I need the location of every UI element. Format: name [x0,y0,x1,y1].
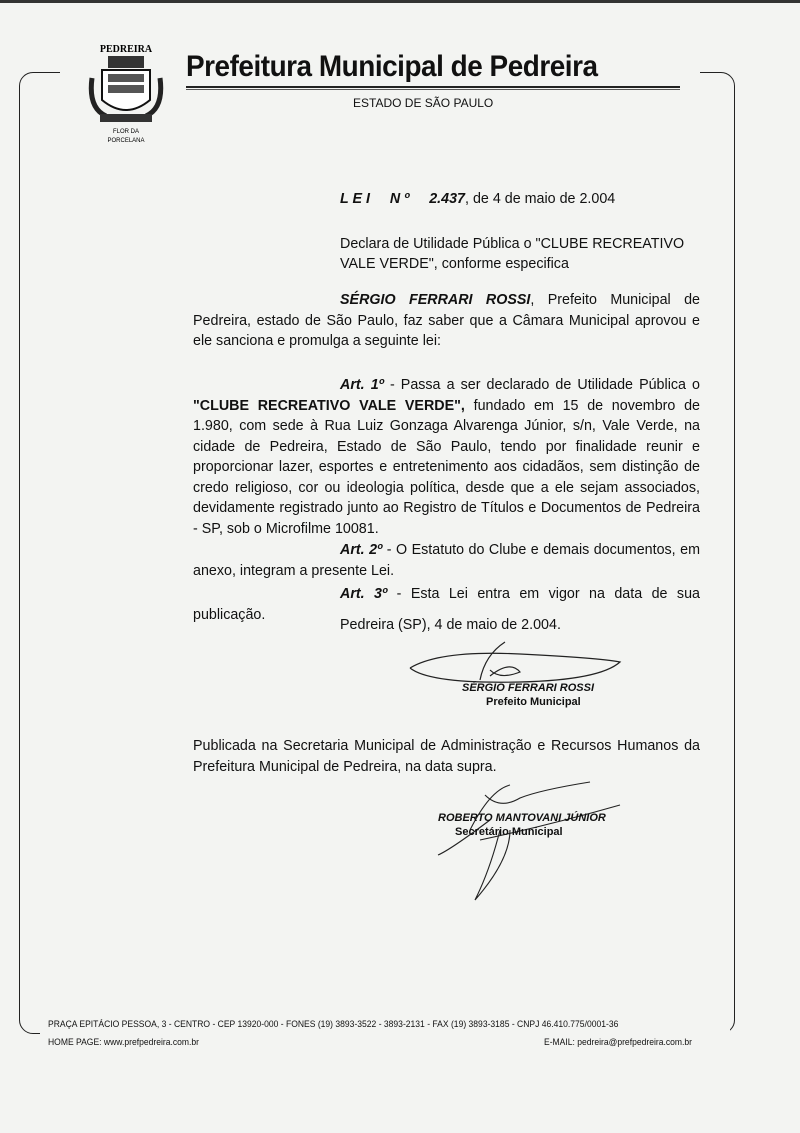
law-number: 2.437 [429,191,465,207]
article-text: fundado em 15 de novembro de 1.980, com sede à Rua Luiz Gonzaga Alvarenga Júnior, s/n, Vale Verde, na cidade de Pedreira, Estado de São Paulo, tendo por finalidade reunir e proporcionar lazer, esportes e entretenimento aos cidadãos, sem distinção de credo religioso, cor ou ideologia política, desde que a ele sejam associados, devidamente registrado junto ao Registro de Títulos e Documentos de Pedreira - SP, sob o Microfilme 10081. [193,397,700,537]
mayor-name: SÉRGIO FERRARI ROSSI [340,292,531,308]
footer-homepage: HOME PAGE: www.prefpedreira.com.br [48,1037,199,1047]
law-date: , de 4 de maio de 2.004 [465,191,616,207]
footer-address: PRAÇA EPITÁCIO PESSOA, 3 - CENTRO - CEP 13920-000 - FONES (19) 3893-3522 - 3893-2131 - FAX (19) 3893-3185 - CNPJ 46.410.775/0001-36 [48,1019,619,1029]
svg-text:PORCELANA: PORCELANA [107,138,145,144]
preamble-text: , Prefeito Municipal de Pedreira, estado de São Paulo, faz saber que a Câmara Municipal aprovou e ele sanciona e promulga a seguinte lei: [193,292,700,349]
letterhead-subtitle: ESTADO DE SÃO PAULO [353,96,494,110]
secretary-signature [430,770,630,910]
municipal-seal-logo [86,38,166,148]
article-text: - Esta Lei entra em vigor na data de sua publicação. [193,586,700,623]
law-ementa: Declara de Utilidade Pública o "CLUBE RECREATIVO VALE VERDE", conforme especifica [340,236,685,272]
article-label: Art. 3º [340,586,388,602]
letterhead-title: Prefeitura Municipal de Pedreira [186,50,598,83]
scan-edge [0,0,800,3]
svg-text:PEDREIRA: PEDREIRA [99,44,153,55]
club-name: "CLUBE RECREATIVO VALE VERDE", [193,397,465,414]
signatory-name: ROBERTO MANTOVANI JÚNIOR [438,812,606,824]
place-date: Pedreira (SP), 4 de maio de 2.004. [340,617,561,633]
article-label: Art. 1º [340,377,384,393]
article-text: - O Estatuto do Clube e demais documentos, em anexo, integram a presente Lei. [193,542,700,579]
publication-note: Publicada na Secretaria Municipal de Administração e Recursos Humanos da Prefeitura Municipal de Pedreira, na data supra. [193,738,700,775]
article-text: - Passa a ser declarado de Utilidade Pública o [383,377,700,393]
title-underline [186,86,680,90]
law-heading [340,191,615,207]
signatory-role: Secretário Municipal [455,826,563,838]
svg-text:FLOR DA: FLOR DA [112,129,140,135]
signatory-role: Prefeito Municipal [486,696,581,708]
article-1 [193,375,700,539]
preamble [193,290,700,352]
footer-email: E-MAIL: pedreira@prefpedreira.com.br [544,1037,692,1047]
article-label: Art. 2º [340,542,383,558]
article-2 [193,540,700,581]
signatory-name: SÉRGIO FERRARI ROSSI [462,682,595,694]
law-label: L E I [340,191,370,207]
law-number-label: N º [389,191,410,207]
